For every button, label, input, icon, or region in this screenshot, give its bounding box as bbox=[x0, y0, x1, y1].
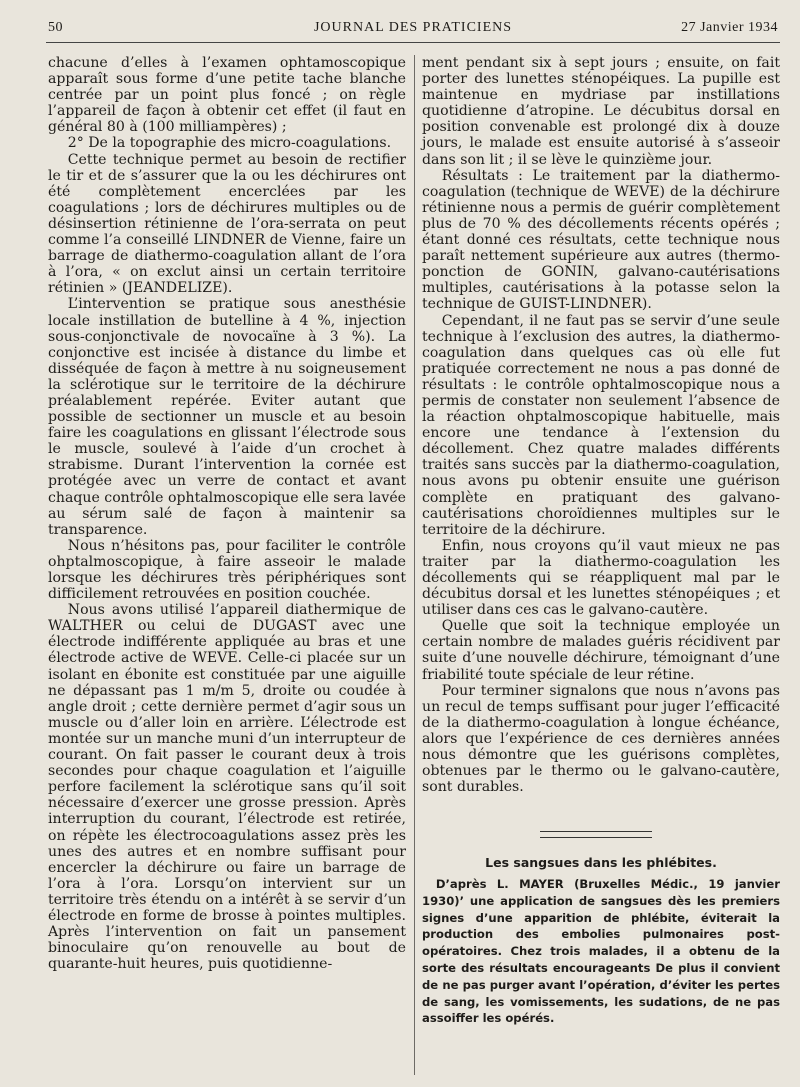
journal-title: JOURNAL DES PRATICIENS bbox=[313, 20, 513, 35]
paragraph: Résultats : Le traitement par la diathermo-coagulation (technique de WEVE) de la déchirure rétinienne nous a permis de guérir complètement plus de 70 % des décollements récents opérés ; étant donné ces résultats, cette technique nous paraît nettement supérieure aux autres (thermo-ponction de GONIN, galvano-cautérisations multiples, cautérisations à la potasse selon la technique de GUIST-LINDNER). bbox=[422, 167, 780, 313]
section-double-rule bbox=[540, 831, 652, 838]
right-column bbox=[422, 55, 780, 795]
article-title: Les sangsues dans les phlébites. bbox=[485, 855, 717, 870]
paragraph: Quelle que soit la technique employée un certain nombre de malades guéris récidivent par suite d’une nouvelle déchirure, témoignant d’une friabilité toute spéciale de leur rétine. bbox=[422, 618, 780, 683]
running-header bbox=[48, 20, 778, 40]
paragraph: chacune d’elles à l’examen ophtamoscopique apparaît sous forme d’une petite tache blanche centrée par un point plus foncé ; on règle l’appareil de façon à obtenir cet effet (il faut en général 80 à (100 milliampères) ; bbox=[48, 55, 406, 136]
paragraph: Cependant, il ne faut pas se servir d’une seule technique à l’exclusion des autres, la diathermo-coagulation dans quelques cas où elle fut pratiquée correctement ne nous a pas donné de résultats : le contrôle ophtalmoscopique nous a permis de constater non seulement l’absence de la réaction ohptalmoscopique habituelle, mais encore une tendance à l’extension du décollement. Chez quatre malades différents traités sans succès par la diathermo-coagulation, nous avons pu obtenir ensuite une guérison complète en pratiquant des galvano-cautérisations choroïdiennes multiples sur le territoire de la déchirure. bbox=[422, 312, 780, 538]
header-rule bbox=[46, 42, 780, 43]
article-body bbox=[422, 876, 780, 1027]
column-divider bbox=[414, 55, 415, 1075]
paragraph: L’intervention se pratique sous anesthésie locale instillation de butelline à 4 %, injection sous-conjonctivale de novocaïne à 3 %). La conjonctive est incisée à distance du limbe et disséquée de façon à mettre à nu soigneusement la sclérotique sur le territoire de la déchirure préalablement repérée. Eviter autant que possible de sectionner un muscle et au besoin faire les coagulations en glissant l’électrode sous le muscle, soulevé à l’aide d’un crochet à strabisme. Durant l’intervention la cornée est protégée avec un verre de contact et avant chaque contrôle ophtalmoscopique elle sera lavée au sérum salé de façon à maintenir sa transparence. bbox=[48, 296, 406, 538]
paragraph: Nous n’hésitons pas, pour faciliter le contrôle ohptalmoscopique, à faire asseoir le malade lorsque les déchirures très périphériques sont difficilement retrouvées en position couchée. bbox=[48, 537, 406, 603]
paragraph: Pour terminer signalons que nous n’avons pas un recul de temps suffisant pour juger l’efficacité de la diathermo-coagulation à longue échéance, alors que l’expérience de ces dernières années nous démontre que les guérisons complètes, obtenues par le thermo ou le galvano-cautère, sont durables. bbox=[422, 682, 780, 796]
issue-date: 27 Janvier 1934 bbox=[681, 20, 778, 35]
page-number: 50 bbox=[48, 20, 63, 35]
left-column bbox=[48, 55, 406, 972]
paragraph: Enfin, nous croyons qu’il vaut mieux ne pas traiter par la diathermo-coagulation les décollements qui se réappliquent mal par le décubitus dorsal et les lunettes sténopéiques ; et utiliser dans ces cas le galvano-cautère. bbox=[422, 537, 780, 619]
paragraph: Cette technique permet au besoin de rectifier le tir et de s’assurer que la ou les déchirures ont été complètement encerclées par les coagulations ; lors de déchirures multiples ou de désinsertion rétinienne de l’ora-serrata on peut comme l’a conseillé LINDNER de Vienne, faire un barrage de diathermo-coagulation allant de l’ora à l’ora, « on exclut ainsi un certain territoire rétinien » (JEANDELIZE). bbox=[48, 151, 406, 297]
paragraph: Nous avons utilisé l’appareil diathermique de WALTHER ou celui de DUGAST avec une électrode indifférente appliquée au bras et une électrode active de WEVE. Celle-ci placée sur un isolant en ébonite est constituée par une aiguille ne dépassant pas 1 m/m 5, droite ou coudée à angle droit ; cette dernière permet d’agir sous un muscle ou d’aller loin en arrière. L’électrode est montée sur un manche muni d’un interrupteur de courant. On fait passer le courant deux à trois secondes pour chaque coagulation et l’aiguille perfore facilement la sclérotique sans qu’il soit nécessaire d’exercer une grosse pression. Après interruption du courant, l’électrode est retirée, on répète les électrocoagulations assez près les unes des autres et en nombre suffisant pour encercler la déchirure ou faire un barrage de l’ora à l’ora. Lorsqu’on intervient sur un territoire très étendu on a intérêt à se servir d’un électrode en forme de brosse à pointes multiples. Après l’intervention on fait un pansement binoculaire qu’on renouvelle au bout de quarante-huit heures, puis quotidienne- bbox=[48, 602, 406, 973]
paragraph: D’après L. MAYER (Bruxelles Médic., 19 janvier 1930)’ une application de sangsues dès les premiers signes d’une apparition de phlébite, éviterait la production des embolies pulmonaires post-opératoires. Chez trois malades, il a obtenu de la sorte des résultats encourageants De plus il convient de ne pas purger avant l’opération, d’éviter les pertes de sang, les vomissements, les sudations, de ne pas assoiffer les opérés. bbox=[422, 877, 780, 1026]
paragraph: ment pendant six à sept jours ; ensuite, on fait porter des lunettes sténopéiques. La pupille est maintenue en mydriase par instillations quotidienne d’atropine. Le décubitus dorsal en position convenable est prolongé dix à douze jours, le malade est ensuite autorisé à s’asseoir dans son lit ; il se lève le quinzième jour. bbox=[422, 55, 780, 168]
paragraph: 2° De la topographie des micro-coagulations. bbox=[67, 135, 392, 152]
